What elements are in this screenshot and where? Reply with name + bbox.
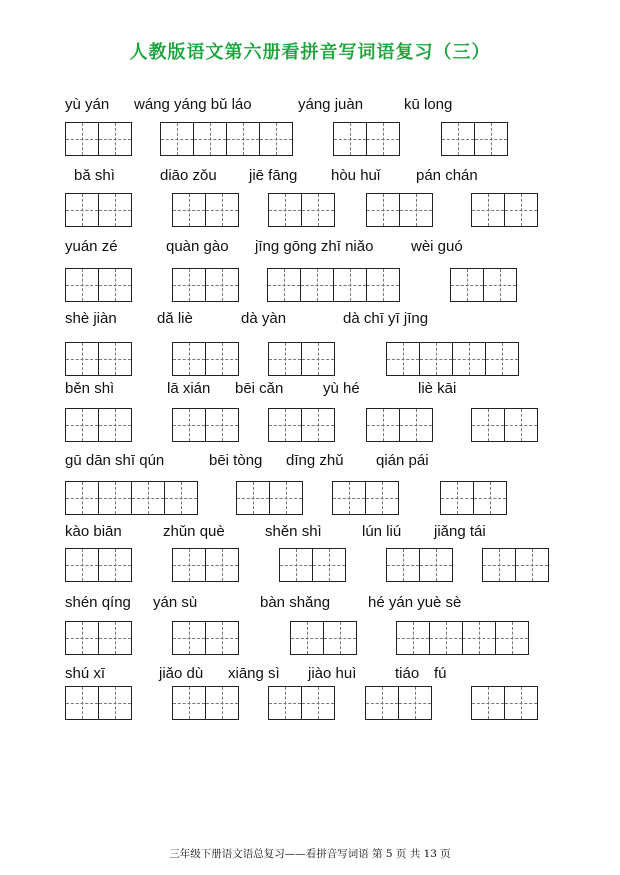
- pinyin-prompt: diāo zǒu: [160, 167, 217, 184]
- pinyin-prompt: lā xián: [167, 380, 211, 397]
- pinyin-prompt: wèi guó: [411, 238, 463, 255]
- character-cell[interactable]: [268, 269, 301, 301]
- writing-grid[interactable]: [160, 122, 293, 156]
- character-cell[interactable]: [430, 622, 463, 654]
- character-cell[interactable]: [173, 269, 206, 301]
- pinyin-prompt: yuán zé: [65, 238, 118, 255]
- writing-grid[interactable]: [471, 193, 538, 227]
- pinyin-prompt: jiào huì: [308, 665, 357, 682]
- pinyin-prompt: bēi tòng: [209, 452, 263, 469]
- character-cell[interactable]: [472, 409, 505, 441]
- character-cell[interactable]: [291, 622, 324, 654]
- writing-grid[interactable]: [440, 481, 507, 515]
- writing-grid[interactable]: [65, 342, 132, 376]
- writing-grid[interactable]: [172, 193, 239, 227]
- character-cell[interactable]: [400, 409, 432, 441]
- character-cell[interactable]: [99, 622, 131, 654]
- character-cell[interactable]: [367, 269, 399, 301]
- character-cell[interactable]: [66, 549, 99, 581]
- character-cell[interactable]: [269, 687, 302, 719]
- writing-grid[interactable]: [366, 408, 433, 442]
- character-cell[interactable]: [302, 409, 334, 441]
- character-cell[interactable]: [324, 622, 356, 654]
- page-title: 人教版语文第六册看拼音写词语复习（三）: [129, 42, 491, 63]
- character-cell[interactable]: [387, 549, 420, 581]
- character-cell[interactable]: [66, 409, 99, 441]
- character-cell[interactable]: [505, 409, 537, 441]
- character-cell[interactable]: [194, 123, 227, 155]
- pinyin-prompt: jiē fāng: [249, 167, 298, 184]
- page-footer: 三年级下册语文语总复习——看拼音写词语 第 5 页 共 13 页: [169, 848, 451, 860]
- pinyin-prompt: shú xī: [65, 665, 106, 682]
- writing-grid[interactable]: [366, 193, 433, 227]
- character-cell[interactable]: [227, 123, 260, 155]
- character-cell[interactable]: [161, 123, 194, 155]
- writing-grid[interactable]: [65, 193, 132, 227]
- character-cell[interactable]: [99, 343, 131, 375]
- pinyin-prompt: bàn shǎng: [260, 594, 331, 611]
- writing-grid[interactable]: [172, 548, 239, 582]
- writing-grid[interactable]: [482, 548, 549, 582]
- writing-grid[interactable]: [441, 122, 508, 156]
- writing-grid[interactable]: [471, 408, 538, 442]
- pinyin-prompt: xiāng sì: [228, 665, 280, 682]
- character-cell[interactable]: [66, 482, 99, 514]
- character-cell[interactable]: [269, 194, 302, 226]
- writing-grid[interactable]: [65, 481, 198, 515]
- pinyin-prompt: jiǎo dù: [159, 665, 204, 682]
- character-cell[interactable]: [173, 687, 206, 719]
- character-cell[interactable]: [99, 549, 131, 581]
- pinyin-prompt: kū long: [404, 96, 453, 113]
- pinyin-prompt: shè jiàn: [65, 310, 117, 327]
- character-cell[interactable]: [483, 549, 516, 581]
- pinyin-prompt: shén qíng: [65, 594, 131, 611]
- pinyin-prompt: pán chán: [416, 167, 478, 184]
- pinyin-prompt: dīng zhǔ: [286, 452, 344, 469]
- writing-grid[interactable]: [268, 342, 335, 376]
- character-cell[interactable]: [420, 343, 453, 375]
- character-cell[interactable]: [66, 194, 99, 226]
- writing-grid[interactable]: [332, 481, 399, 515]
- writing-grid[interactable]: [386, 548, 453, 582]
- character-cell[interactable]: [367, 194, 400, 226]
- character-cell[interactable]: [260, 123, 292, 155]
- pinyin-prompt: hòu huǐ: [331, 167, 381, 184]
- character-cell[interactable]: [400, 194, 432, 226]
- character-cell[interactable]: [173, 409, 206, 441]
- character-cell[interactable]: [399, 687, 431, 719]
- pinyin-prompt: jīng gōng zhī niǎo: [255, 238, 374, 255]
- pinyin-prompt: quàn gào: [166, 238, 229, 255]
- pinyin-prompt: yáng juàn: [298, 96, 364, 113]
- character-cell[interactable]: [474, 482, 506, 514]
- character-cell[interactable]: [302, 687, 334, 719]
- pinyin-prompt: zhǔn què: [163, 523, 225, 540]
- writing-grid[interactable]: [279, 548, 346, 582]
- character-cell[interactable]: [206, 687, 238, 719]
- character-cell[interactable]: [334, 123, 367, 155]
- writing-grid[interactable]: [65, 686, 132, 720]
- character-cell[interactable]: [66, 269, 99, 301]
- character-cell[interactable]: [206, 622, 238, 654]
- character-cell[interactable]: [387, 343, 420, 375]
- pinyin-prompt: hé yán yuè sè: [368, 594, 462, 611]
- character-cell[interactable]: [270, 482, 302, 514]
- writing-grid[interactable]: [290, 621, 357, 655]
- pinyin-prompt: yù hé: [323, 380, 360, 397]
- character-cell[interactable]: [441, 482, 474, 514]
- character-cell[interactable]: [165, 482, 197, 514]
- pinyin-prompt: dǎ liè: [157, 310, 193, 327]
- character-cell[interactable]: [505, 687, 537, 719]
- writing-grid[interactable]: [65, 122, 132, 156]
- pinyin-prompt: bǎ shì: [74, 167, 115, 184]
- character-cell[interactable]: [173, 343, 206, 375]
- pinyin-prompt: liè kāi: [418, 380, 457, 397]
- pinyin-prompt: bēi cǎn: [235, 380, 284, 397]
- character-cell[interactable]: [99, 123, 131, 155]
- character-cell[interactable]: [99, 409, 131, 441]
- pinyin-prompt: kào biān: [65, 523, 122, 540]
- writing-grid[interactable]: [172, 621, 239, 655]
- character-cell[interactable]: [99, 194, 131, 226]
- pinyin-prompt: yán sù: [153, 594, 198, 611]
- pinyin-prompt: gū dān shī qún: [65, 452, 165, 469]
- writing-grid[interactable]: [268, 408, 335, 442]
- character-cell[interactable]: [366, 687, 399, 719]
- writing-grid[interactable]: [236, 481, 303, 515]
- character-cell[interactable]: [397, 622, 430, 654]
- character-cell[interactable]: [99, 687, 131, 719]
- writing-grid[interactable]: [172, 268, 239, 302]
- character-cell[interactable]: [269, 409, 302, 441]
- character-cell[interactable]: [442, 123, 475, 155]
- character-cell[interactable]: [496, 622, 528, 654]
- writing-grid[interactable]: [365, 686, 432, 720]
- character-cell[interactable]: [367, 123, 399, 155]
- pinyin-prompt: lún liú: [362, 523, 402, 540]
- character-cell[interactable]: [313, 549, 345, 581]
- writing-grid[interactable]: [396, 621, 529, 655]
- character-cell[interactable]: [420, 549, 452, 581]
- writing-grid[interactable]: [65, 268, 132, 302]
- pinyin-prompt: dà chī yī jīng: [343, 310, 429, 327]
- character-cell[interactable]: [484, 269, 516, 301]
- character-cell[interactable]: [302, 194, 334, 226]
- character-cell[interactable]: [99, 269, 131, 301]
- writing-grid[interactable]: [65, 621, 132, 655]
- character-cell[interactable]: [66, 622, 99, 654]
- character-cell[interactable]: [173, 194, 206, 226]
- writing-grid[interactable]: [172, 408, 239, 442]
- writing-grid[interactable]: [333, 122, 400, 156]
- pinyin-prompt: wáng yáng bǔ láo: [134, 96, 252, 113]
- character-cell[interactable]: [453, 343, 486, 375]
- writing-grid[interactable]: [172, 686, 239, 720]
- writing-grid[interactable]: [268, 193, 335, 227]
- pinyin-prompt: yù yán: [65, 96, 110, 113]
- character-cell[interactable]: [66, 123, 99, 155]
- character-cell[interactable]: [367, 409, 400, 441]
- character-cell[interactable]: [334, 269, 367, 301]
- pinyin-prompt: dà yàn: [241, 310, 287, 327]
- pinyin-prompt: běn shì: [65, 380, 115, 397]
- writing-grid[interactable]: [471, 686, 538, 720]
- writing-grid[interactable]: [65, 408, 132, 442]
- character-cell[interactable]: [206, 269, 238, 301]
- character-cell[interactable]: [206, 549, 238, 581]
- character-cell[interactable]: [472, 194, 505, 226]
- character-cell[interactable]: [206, 409, 238, 441]
- writing-grid[interactable]: [172, 342, 239, 376]
- character-cell[interactable]: [451, 269, 484, 301]
- pinyin-prompt: fú: [434, 665, 447, 682]
- writing-grid[interactable]: [450, 268, 517, 302]
- character-cell[interactable]: [280, 549, 313, 581]
- character-cell[interactable]: [99, 482, 132, 514]
- character-cell[interactable]: [237, 482, 270, 514]
- pinyin-prompt: jiǎng tái: [434, 523, 486, 540]
- writing-grid[interactable]: [386, 342, 519, 376]
- character-cell[interactable]: [301, 269, 334, 301]
- character-cell[interactable]: [66, 343, 99, 375]
- character-cell[interactable]: [463, 622, 496, 654]
- pinyin-prompt: tiáo: [395, 665, 420, 682]
- character-cell[interactable]: [333, 482, 366, 514]
- character-cell[interactable]: [132, 482, 165, 514]
- character-cell[interactable]: [302, 343, 334, 375]
- character-cell[interactable]: [472, 687, 505, 719]
- writing-grid[interactable]: [268, 686, 335, 720]
- character-cell[interactable]: [173, 622, 206, 654]
- character-cell[interactable]: [475, 123, 507, 155]
- character-cell[interactable]: [66, 687, 99, 719]
- writing-grid[interactable]: [267, 268, 400, 302]
- writing-grid[interactable]: [65, 548, 132, 582]
- pinyin-prompt: shěn shì: [265, 523, 322, 540]
- pinyin-prompt: qián pái: [376, 452, 429, 469]
- character-cell[interactable]: [206, 194, 238, 226]
- character-cell[interactable]: [486, 343, 518, 375]
- character-cell[interactable]: [366, 482, 398, 514]
- character-cell[interactable]: [173, 549, 206, 581]
- character-cell[interactable]: [516, 549, 548, 581]
- character-cell[interactable]: [269, 343, 302, 375]
- character-cell[interactable]: [206, 343, 238, 375]
- character-cell[interactable]: [505, 194, 537, 226]
